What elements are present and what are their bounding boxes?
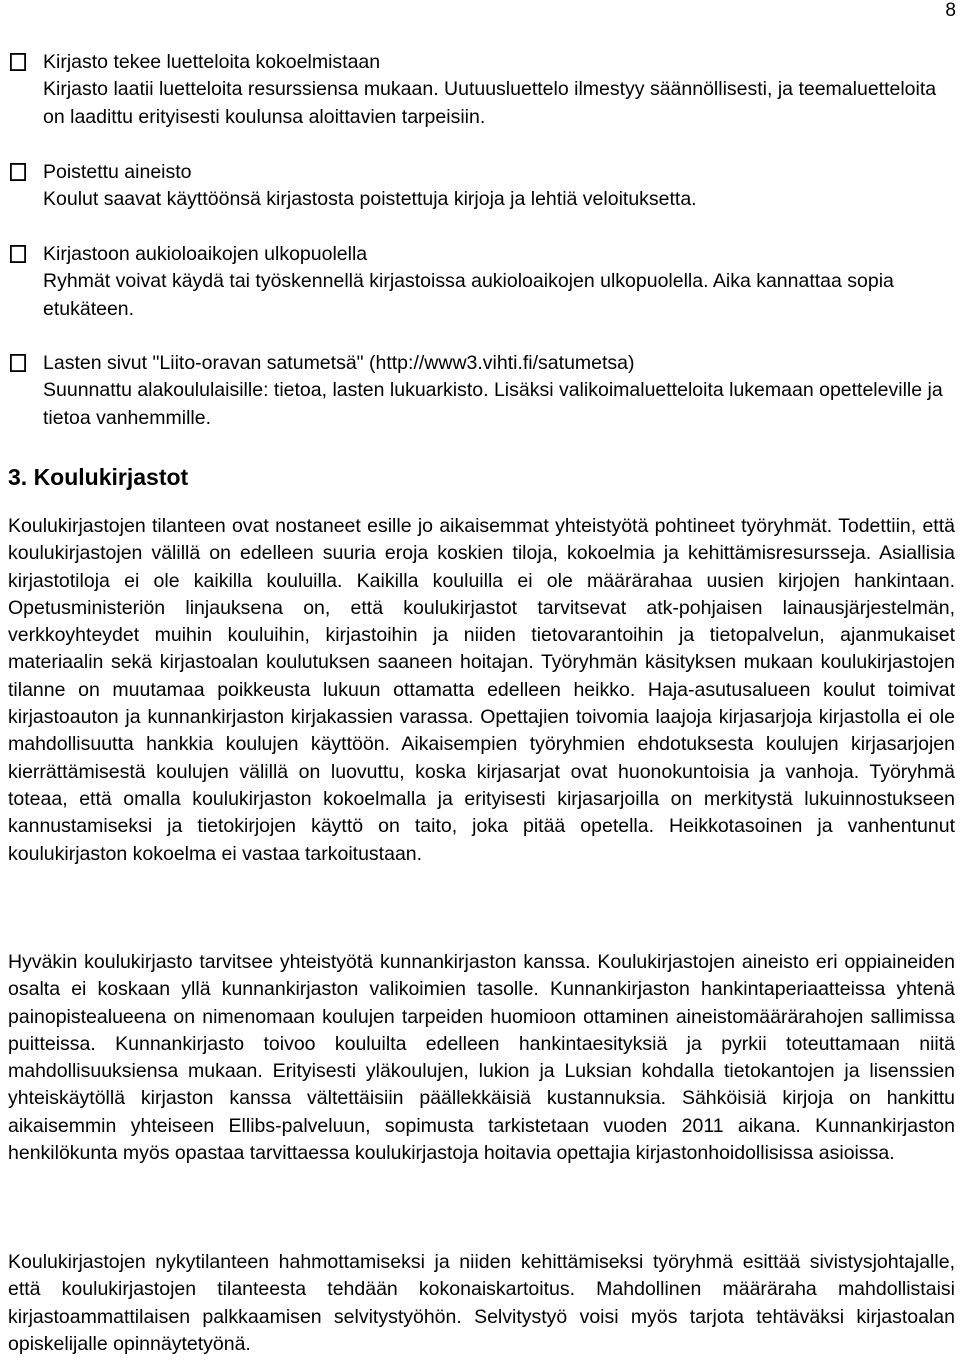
bullet-title: Poistettu aineisto [43,161,192,183]
checkbox-bullet-icon [10,354,26,372]
bullet-item [10,350,954,432]
checkbox-bullet-icon [10,245,26,263]
bullet-title: Lasten sivut "Liito-oravan satumetsä" (http://www3.vihti.fi/satumetsa) [43,352,635,374]
bullet-body: Kirjasto laatii luetteloita resurssiensa mukaan. Uutuusluettelo ilmestyy säännöllisesti, ja teemaluetteloita on laadittu erityisesti koulunsa aloittavien tarpeisiin. [43,78,937,128]
body-paragraph: Koulukirjastojen nykytilanteen hahmottamiseksi ja niiden kehittämiseksi työryhmä esittää sivistysjohtajalle, että koulukirjastojen tilanteesta tehdään kokonaiskartoitus. Mahdollinen määräraha mahdollistaisi kirjastoammattilaisen palkkaamisen selvitystyöhön. Selvitystyö voisi myös tarjota tehtäväksi kirjastoalan opiskelijalle opinnäytetyönä. [8,1251,955,1355]
page-number: 8 [945,0,956,21]
checkbox-bullet-icon [10,163,26,181]
bullet-title: Kirjasto tekee luetteloita kokoelmistaan [43,51,381,73]
bullet-body: Ryhmät voivat käydä tai työskennellä kirjastoissa aukioloaikojen ulkopuolella. Aika kannattaa sopia etukäteen. [43,270,894,320]
bullet-item [10,49,954,131]
bullet-item [10,241,954,323]
bullet-body: Suunnattu alakoululaisille: tietoa, lasten lukuarkisto. Lisäksi valikoimaluetteloita lukemaan opetteleville ja tietoa vanhemmille. [43,379,943,429]
body-paragraph: Koulukirjastojen tilanteen ovat nostaneet esille jo aikaisemmat yhteistyötä pohtineet työryhmät. Todettiin, että koulukirjastojen välillä on edelleen suuria eroja koskien tiloja, kokoelmia ja kehittämisresursseja. Asiallisia kirjastotiloja ei ole kaikilla kouluilla. Kaikilla kouluilla ei ole määrärahaa uusien kirjojen hankintaan. Opetusministeriön linjauksena on, että koulukirjastot tarvitsevat atk-pohjaisen lainausjärjestelmän, verkkoyhteydet muihin kouluihin, kirjastoihin ja niiden tietovarantoihin ja tietopalvelun, ajanmukaiset materiaalin sekä kirjastoalan koulutuksen saaneen hoitajan. Työryhmän käsityksen mukaan koulukirjastojen tilanne on muutamaa poikkeusta lukuun ottamatta edelleen heikko. Haja-asutusalueen koulut toimivat kirjastoauton ja kunnankirjaston kirjakassien varassa. Opettajien toivomia laajoja kirjasarjoja kirjastolla ei ole mahdollisuutta hankkia koulujen käyttöön. Aikaisempien työryhmien ehdotuksesta koulujen kirjasarjojen kierrättämisestä koulujen välillä on luovuttu, koska kirjasarjat ovat huonokuntoisia ja vanhoja. Työryhmä toteaa, että omalla koulukirjaston kokoelmalla ja erityisesti kirjasarjoilla on merkitystä lukuinnostukseen kannustamiseksi ja tietokirjojen käyttö on taito, joka pitää opetella. Heikkotasoinen ja vanhentunut koulukirjaston kokoelma ei vastaa tarkoitustaan. [8,515,955,865]
checkbox-bullet-icon [10,53,26,71]
section-heading: 3. Koulukirjastot [8,464,189,490]
bullet-body: Koulut saavat käyttöönsä kirjastosta poistettuja kirjoja ja lehtiä veloituksetta. [43,188,697,211]
bullet-item [10,159,954,214]
bullet-title: Kirjastoon aukioloaikojen ulkopuolella [43,243,368,265]
body-paragraph: Hyväkin koulukirjasto tarvitsee yhteistyötä kunnankirjaston kanssa. Koulukirjastojen aineisto eri oppiaineiden osalta ei koskaan yllä kunnankirjaston valikoimien tasolle. Kunnankirjaston hankintaperiaatteissa yhtenä painopistealueena on nimenomaan koulujen tarpeiden huomioon ottaminen aineistomäärärahojen sallimissa puitteissa. Kunnankirjasto toivoo kouluilta edelleen hankintaesityksiä ja pyrkii toteuttamaan niitä mahdollisuuksiensa mukaan. Erityisesti yläkoulujen, lukion ja Luksian kohdalla tietokantojen ja lisenssien yhteiskäytöllä kirjaston kanssa vältettäisiin päällekkäisiä kustannuksia. Sähköisiä kirjoja on hankittu aikaisemmin yhteiseen Ellibs-palveluun, sopimusta tarkistetaan vuoden 2011 aikana. Kunnankirjaston henkilökunta myös opastaa tarvittaessa koulukirjastoja hoitavia opettajia kirjastonhoidollisissa asioissa. [8,951,955,1165]
